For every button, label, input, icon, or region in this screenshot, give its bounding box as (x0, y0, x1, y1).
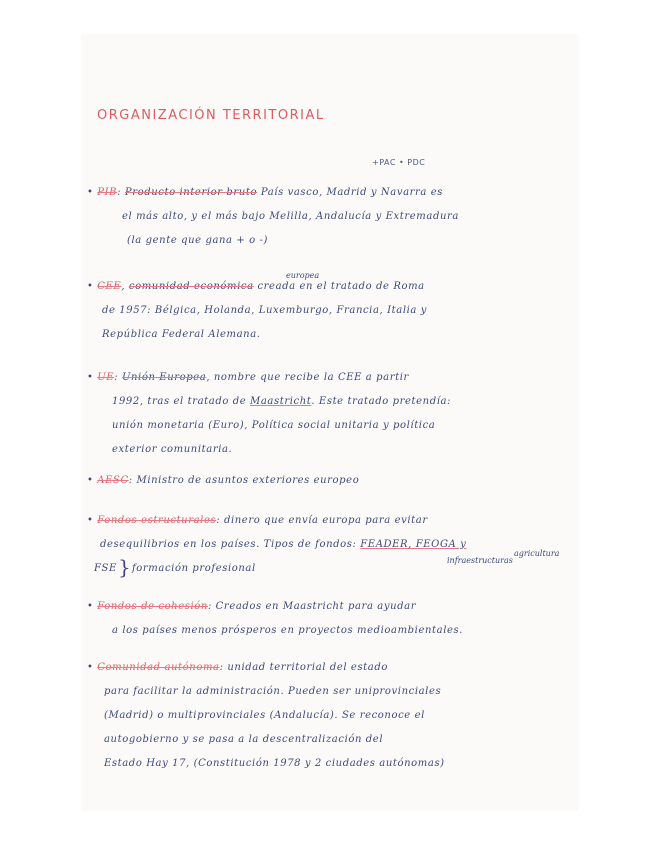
ue-line-2: 1992, tras el tratado de Maastricht. Este tratado pretendía: (112, 396, 452, 407)
comunidad-autonoma-line-1: • Comunidad autónoma: unidad territorial del estado (87, 662, 388, 673)
pib-line-2: el más alto, y el más bajo Melilla, Andalucía y Extremadura (122, 211, 459, 222)
pib-line-1: • PIB: Producto interior bruto País vasco, Madrid y Navarra es (87, 187, 443, 198)
note-infraestructuras: infraestructuras (447, 556, 513, 565)
cee-term: comunidad económica (128, 281, 254, 292)
cee-line-2: de 1957: Bélgica, Holanda, Luxemburgo, Francia, Italia y (102, 305, 428, 316)
fse-note: formación profesional (132, 563, 256, 574)
page-title: ORGANIZACIÓN TERRITORIAL (97, 108, 325, 123)
fondos-cohesion-line-1: • Fondos de cohesión: Creados en Maastricht para ayudar (87, 601, 417, 612)
notebook-page (82, 35, 578, 810)
aesc-abbr: AESC (97, 475, 129, 486)
ue-line-1: • UE: Unión Europea, nombre que recibe la CEE a partir (87, 372, 409, 383)
margin-note: +PAC • PDC (372, 158, 426, 167)
ue-line-3: unión monetaria (Euro), Política social unitaria y política (112, 420, 436, 431)
fondos-estructurales-line-2: desequilibrios en los países. Tipos de fondos: FEADER, FEOGA y (100, 539, 467, 550)
brace-icon: } (118, 555, 131, 579)
fse-label: FSE (94, 563, 117, 574)
pib-term: Producto interior bruto (124, 187, 258, 198)
fondos-estructurales-line-1: • Fondos estructurales: dinero que envía europa para evitar (87, 515, 428, 526)
ue-term: Unión Europea (121, 372, 207, 383)
ue-abbr: UE (97, 372, 115, 383)
cee-line-1: • CEE, comunidad económica creada en el tratado de Roma (87, 281, 425, 292)
ue-line-4: exterior comunitaria. (112, 444, 233, 455)
fondos-estructurales-term: Fondos estructurales (97, 515, 217, 526)
pib-abbr: PIB (97, 187, 118, 198)
cee-line-3: República Federal Alemana. (102, 329, 261, 340)
fund-types: FEADER, FEOGA y (360, 539, 467, 550)
maastricht: Maastricht (250, 396, 312, 407)
comunidad-autonoma-line-2: para facilitar la administración. Pueden ser uniprovinciales (104, 686, 442, 697)
pib-line-3: (la gente que gana + o -) (127, 235, 269, 246)
fondos-cohesion-line-2: a los países menos prósperos en proyectos medioambientales. (112, 625, 464, 636)
cee-abbr: CEE (97, 281, 122, 292)
note-agricultura: agricultura (514, 549, 560, 558)
comunidad-autonoma-term: Comunidad autónoma (97, 662, 220, 673)
comunidad-autonoma-line-5: Estado Hay 17, (Constitución 1978 y 2 ciudades autónomas) (104, 758, 445, 769)
bullet: • (87, 187, 94, 198)
cee-insertion: europea (286, 271, 320, 280)
aesc-line-1: • AESC: Ministro de asuntos exteriores europeo (87, 475, 360, 486)
comunidad-autonoma-line-4: autogobierno y se pasa a la descentralización del (104, 734, 384, 745)
fondos-cohesion-term: Fondos de cohesión (97, 601, 208, 612)
comunidad-autonoma-line-3: (Madrid) o multiprovinciales (Andalucía). Se reconoce el (104, 710, 425, 721)
